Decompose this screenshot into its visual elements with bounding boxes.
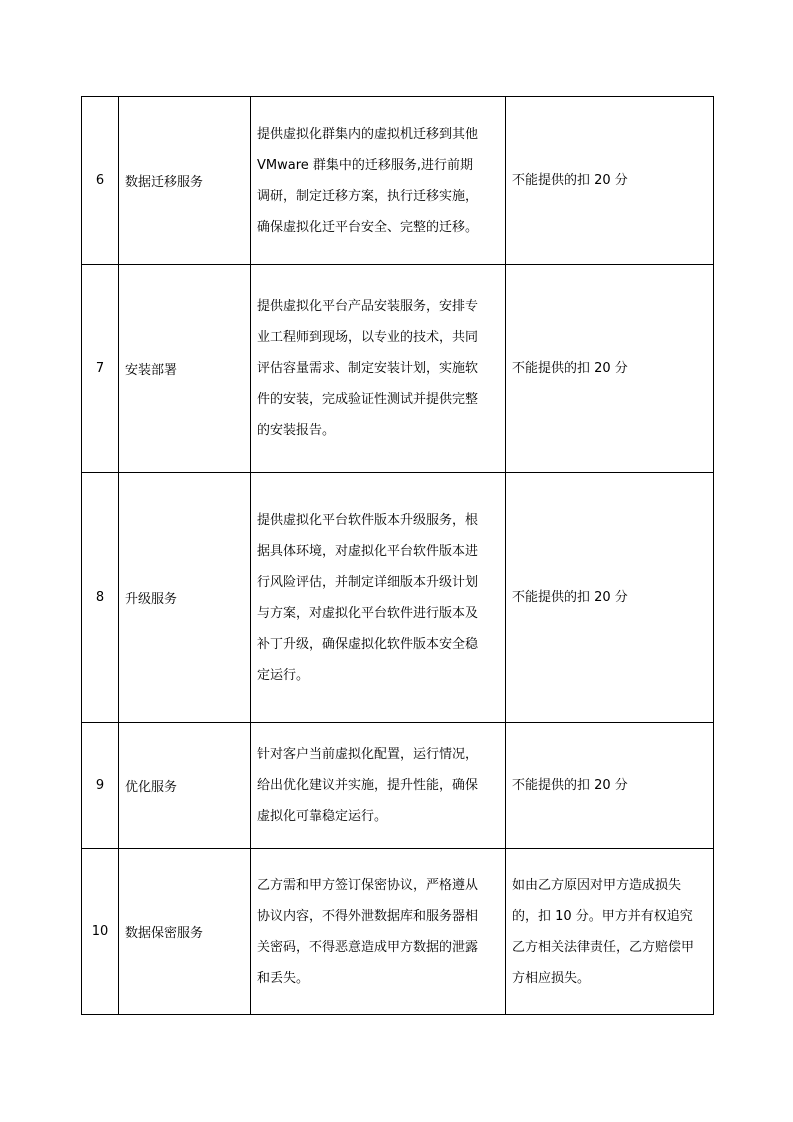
service-content xyxy=(251,723,506,849)
service-name: 优化服务 xyxy=(119,723,251,849)
row-number: 6 xyxy=(82,97,119,265)
score-line: 不能提供的扣 20 分 xyxy=(512,590,628,605)
table-row xyxy=(82,849,714,1015)
row-number: 10 xyxy=(82,849,119,1015)
content-line: 评估容量需求、制定安装计划，实施软 xyxy=(257,361,479,376)
service-name: 升级服务 xyxy=(119,473,251,723)
service-name: 安装部署 xyxy=(119,265,251,473)
content-line: 给出优化建议并实施，提升性能，确保 xyxy=(257,778,479,793)
row-number: 8 xyxy=(82,473,119,723)
table-row xyxy=(82,97,714,265)
service-name: 数据保密服务 xyxy=(119,849,251,1015)
service-content xyxy=(251,473,506,723)
score-line: 不能提供的扣 20 分 xyxy=(512,173,628,188)
scoring-rule xyxy=(506,265,714,473)
content-line: 提供虚拟化群集内的虚拟机迁移到其他 xyxy=(257,126,479,142)
score-line: 方相应损失。 xyxy=(512,970,591,986)
content-line: 业工程师到现场，以专业的技术，共同 xyxy=(257,330,479,345)
service-scoring-table xyxy=(81,96,714,1015)
score-line: 不能提供的扣 20 分 xyxy=(512,778,628,793)
content-line: 件的安装，完成验证性测试并提供完整 xyxy=(257,392,479,407)
content-line: 提供虚拟化平台软件版本升级服务，根 xyxy=(257,512,479,528)
content-line: 据具体环境，对虚拟化平台软件版本进 xyxy=(257,543,479,559)
row-number: 7 xyxy=(82,265,119,473)
content-line: 的安装报告。 xyxy=(257,423,336,438)
content-line: 提供虚拟化平台产品安装服务，安排专 xyxy=(257,299,479,314)
scoring-rule xyxy=(506,473,714,723)
scoring-rule xyxy=(506,97,714,265)
service-content xyxy=(251,97,506,265)
table-row xyxy=(82,473,714,723)
content-line: 乙方需和甲方签订保密协议，严格遵从 xyxy=(257,877,479,893)
content-line: 行风险评估，并制定详细版本升级计划 xyxy=(257,574,479,590)
score-line: 乙方相关法律责任，乙方赔偿甲 xyxy=(512,939,695,955)
service-content xyxy=(251,265,506,473)
content-line: 定运行。 xyxy=(257,667,310,683)
score-line: 不能提供的扣 20 分 xyxy=(512,361,628,376)
content-line: 针对客户当前虚拟化配置，运行情况， xyxy=(257,747,479,762)
content-line: 调研，制定迁移方案，执行迁移实施， xyxy=(257,188,479,204)
table-row xyxy=(82,723,714,849)
score-line: 如由乙方原因对甲方造成损失 xyxy=(512,877,682,893)
score-line: 的，扣 10 分。甲方并有权追究 xyxy=(512,908,693,924)
service-name: 数据迁移服务 xyxy=(119,97,251,265)
content-line: 补丁升级，确保虚拟化软件版本安全稳 xyxy=(257,636,479,652)
content-line: 协议内容，不得外泄数据库和服务器相 xyxy=(257,908,479,924)
table-row xyxy=(82,265,714,473)
content-line: 与方案，对虚拟化平台软件进行版本及 xyxy=(257,605,479,621)
content-line: VMware 群集中的迁移服务,进行前期 xyxy=(257,157,474,173)
content-line: 虚拟化可靠稳定运行。 xyxy=(257,809,388,824)
content-line: 关密码，不得恶意造成甲方数据的泄露 xyxy=(257,939,479,955)
service-content xyxy=(251,849,506,1015)
content-line: 确保虚拟化迁平台安全、完整的迁移。 xyxy=(257,219,479,235)
scoring-rule xyxy=(506,723,714,849)
content-line: 和丢失。 xyxy=(257,970,310,986)
row-number: 9 xyxy=(82,723,119,849)
scoring-rule xyxy=(506,849,714,1015)
